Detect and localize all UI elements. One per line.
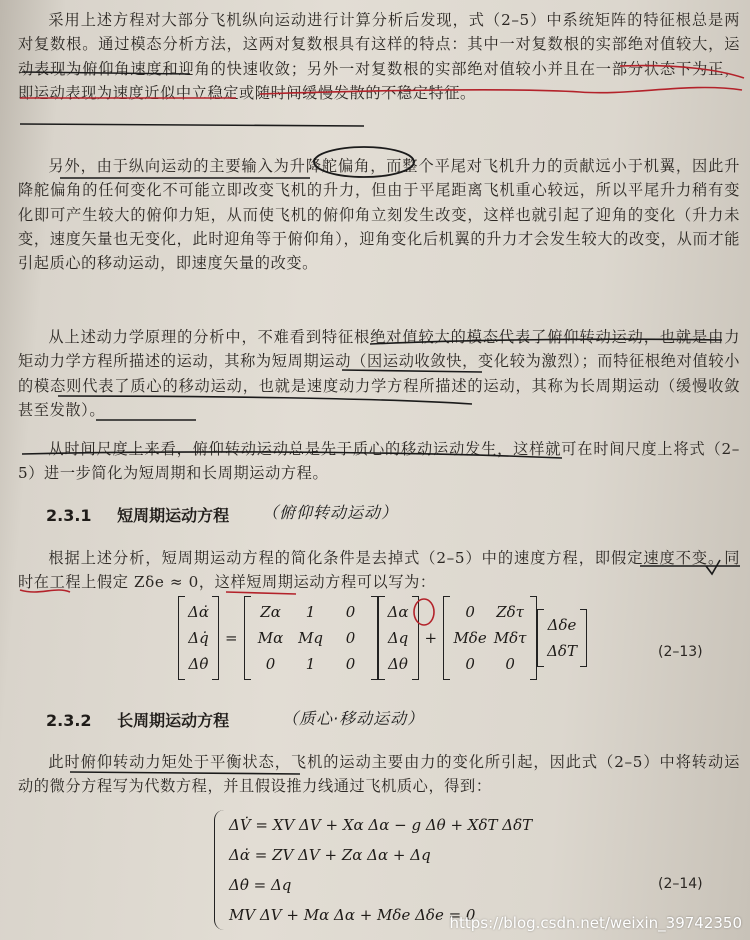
vector-entry: Δα <box>387 603 409 621</box>
vector-entry: ΔδT <box>547 642 577 660</box>
matrix-entry: 0 <box>265 655 276 673</box>
matrix-entry: 0 <box>345 629 356 647</box>
vector-entry: Δq <box>387 629 409 647</box>
paragraph-time-scale <box>18 437 740 486</box>
vector-entry: Δθ̇ <box>188 655 209 673</box>
equation-line: Δα̇ = ZV ΔV + Zα Δα + Δq <box>229 846 431 864</box>
vector-entry: Δα̇ <box>188 603 209 621</box>
matrix-entry: 0 <box>465 603 475 621</box>
paragraph-text: 此时俯仰转动力矩处于平衡状态，飞机的运动主要由力的变化所引起，因此式（2–5）中将转动运动的微分方程写为代数方程，并且假设推力线通过飞机质心，得到： <box>18 753 740 796</box>
matrix-entry: Mq <box>298 629 324 647</box>
paragraph-text: 从上述动力学原理的分析中，不难看到特征根绝对值较大的模态代表了俯仰转动运动，也就是由力矩动力学方程所描述的运动，其称为短周期运动（因运动收敛快，变化较为激烈）；而特征根绝对值较小的模态则代表了质心的移动运动，也就是速度动力学方程所描述的运动，其称为长周期运动（缓慢收敛甚至发散）。 <box>18 328 740 419</box>
state-derivative-vector <box>185 599 212 677</box>
equation-line: Δθ̇ = Δq <box>229 876 292 894</box>
paragraph-text: 从时间尺度上来看，俯仰转动运动总是先于质心的移动运动发生，这样就可在时间尺度上将式（2–5）进一步简化为短周期和长周期运动方程。 <box>18 440 740 483</box>
matrix-entry: 1 <box>305 655 316 673</box>
equation-2-13: Δα̇ Δq̇ Δθ̇ = Zα 1 0 Mα Mq 0 0 1 0 Δα Δq Δθ + 0 Zδτ Mδe Mδτ 0 0 Δδe ΔδT <box>178 596 587 684</box>
system-matrix <box>251 599 371 677</box>
matrix-entry: Mδe <box>453 629 487 647</box>
equation-number-2-13: (2–13) <box>658 644 703 660</box>
input-vector <box>544 612 580 664</box>
equation-line: MV ΔV + Mα Δα + Mδe Δδe = 0 <box>229 906 476 924</box>
handwritten-note-long-period: （质心·移动运动） <box>282 709 425 728</box>
section-heading-2-3-2 <box>46 708 229 731</box>
paragraph-mode-interpretation <box>18 325 740 422</box>
watermark-url: https://blog.csdn.net/weixin_39742350 <box>449 914 742 932</box>
input-matrix <box>450 599 530 677</box>
matrix-entry: Mα <box>257 629 284 647</box>
vector-entry: Δθ <box>388 655 408 673</box>
paragraph-modal-analysis <box>18 8 740 105</box>
matrix-entry: 0 <box>345 655 356 673</box>
matrix-entry: Zα <box>260 603 281 621</box>
matrix-entry: 1 <box>305 603 316 621</box>
matrix-entry: 0 <box>505 655 515 673</box>
section-title: 短周期运动方程 <box>117 506 230 525</box>
equation-line: ΔV̇ = XV ΔV + Xα Δα − g Δθ + XδT ΔδT <box>229 816 533 834</box>
matrix-entry: Mδτ <box>493 629 527 647</box>
equation-2-14 <box>214 810 532 930</box>
paragraph-elevator-input <box>18 154 740 275</box>
vector-entry: Δδe <box>547 616 577 634</box>
paragraph-short-period-assumption <box>18 546 740 595</box>
section-heading-2-3-1 <box>46 503 229 526</box>
state-vector <box>385 599 412 677</box>
paragraph-text: 根据上述分析，短周期运动方程的简化条件是去掉式（2–5）中的速度方程，即假定速度不变。同时在工程上假定 Zδe ≈ 0，这样短周期运动方程可以写为： <box>18 549 740 592</box>
paragraph-long-period-assumption <box>18 750 740 799</box>
matrix-entry: 0 <box>465 655 475 673</box>
paragraph-text: 另外，由于纵向运动的主要输入为升降舵偏角，而整个平尾对飞机升力的贡献远小于机翼，因此升降舵偏角的任何变化不可能立即改变飞机的升力，但由于平尾距离飞机重心较远，所以平尾升力稍有变化即可产生较大的俯仰力矩，从而使飞机的俯仰角立刻发生改变，这样也就引起了迎角的变化（升力未变，速度矢量也无变化，此时迎角等于俯仰角），迎角变化后机翼的升力才会发生较大的改变，从而才能引起质心的移动运动，即速度矢量的改变。 <box>18 157 740 273</box>
section-title: 长周期运动方程 <box>117 711 230 730</box>
equation-number-2-14: (2–14) <box>658 876 703 892</box>
matrix-entry: Zδτ <box>496 603 524 621</box>
handwritten-note-short-period: （俯仰转动运动） <box>262 503 399 522</box>
underline-mark <box>20 124 364 126</box>
matrix-entry: 0 <box>345 603 356 621</box>
section-number: 2.3.2 <box>46 711 92 730</box>
section-number: 2.3.1 <box>46 506 92 525</box>
paragraph-text: 采用上述方程对大部分飞机纵向运动进行计算分析后发现，式（2–5）中系统矩阵的特征根总是两对复数根。通过模态分析方法，这两对复数根具有这样的特点：其中一对复数根的实部绝对值较大，运动表现为俯仰角速度和迎角的快速收敛；另外一对复数根的实部绝对值较小并且在一部分状态下为正，即运动表现为速度近似中立稳定或随时间缓慢发散的不稳定特征。 <box>18 11 740 102</box>
vector-entry: Δq̇ <box>188 629 209 647</box>
